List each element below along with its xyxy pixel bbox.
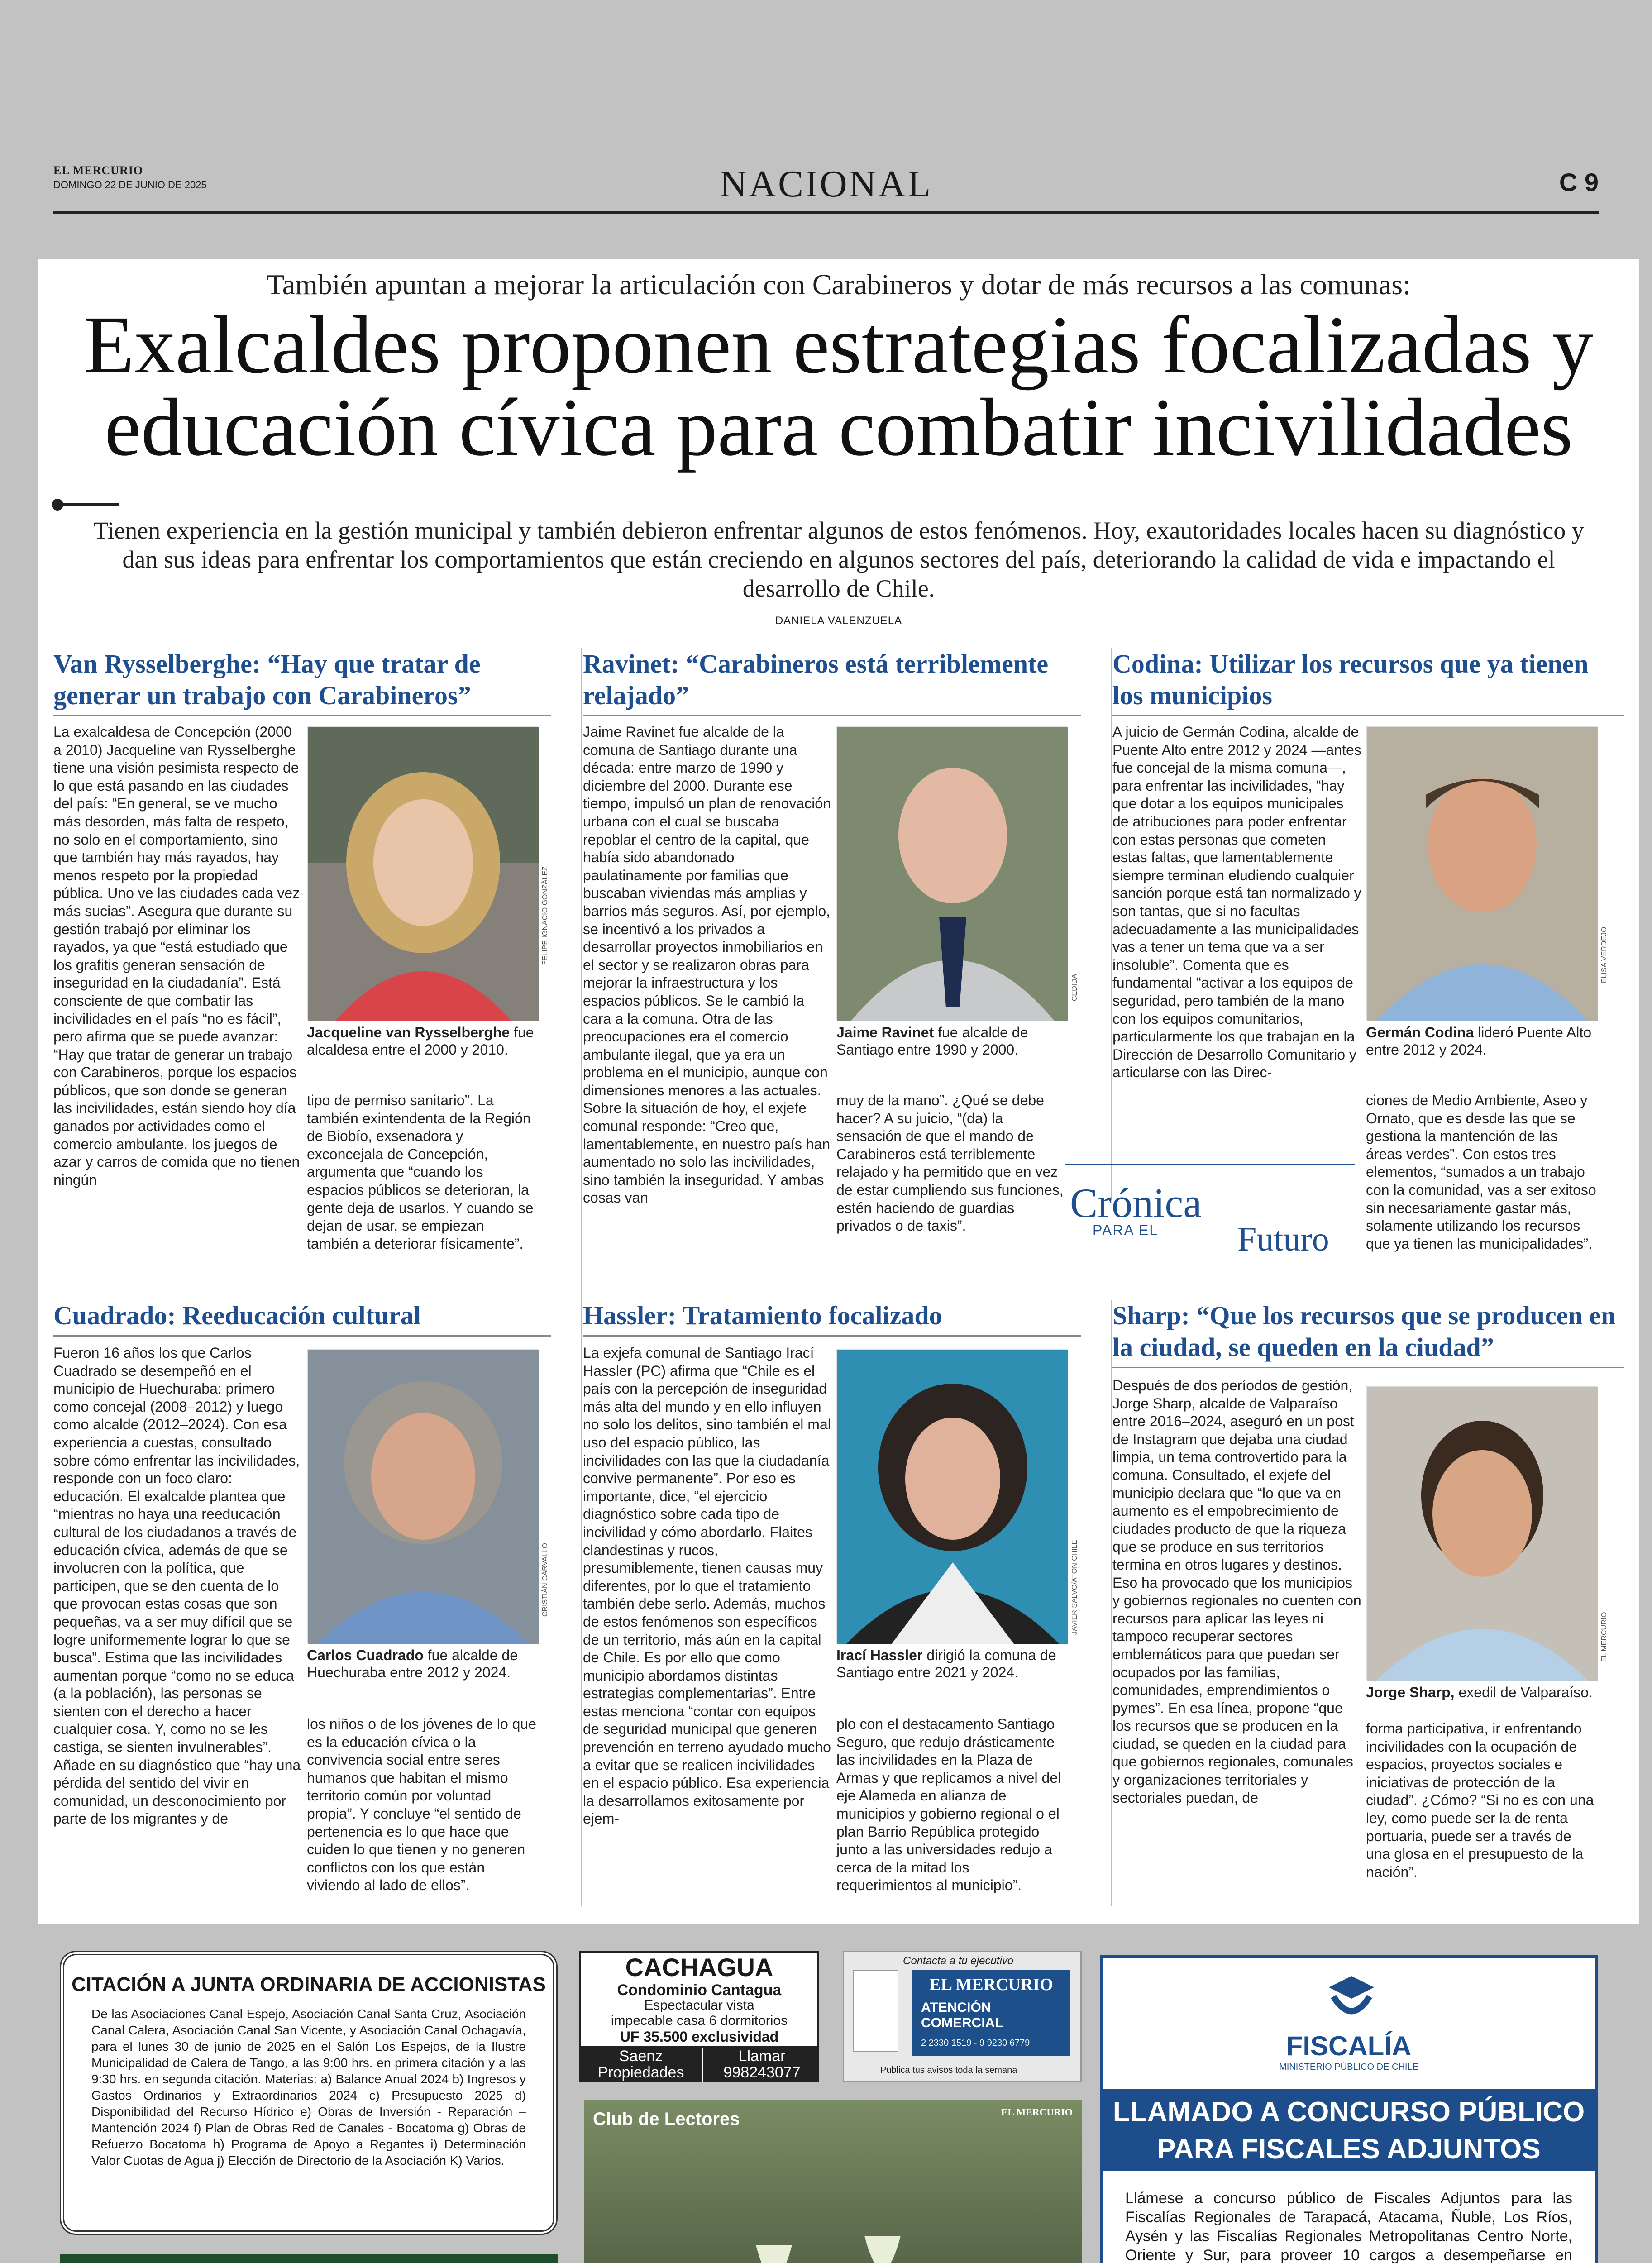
ad-citacion-accionistas <box>60 1951 558 2235</box>
section-body-b: tipo de permiso sanitario”. La también exintendenta de la Región de Biobío, exsenadora y exconcejala de Concepción, argumenta que “cuando los espacios públicos se deterioran, la gente deja de usarlos. Y cuando se dejan de usar, se empiezan también a deteriorar físicamente”. <box>307 1092 534 1252</box>
ad-line: impecable casa 6 dormitorios <box>611 2013 788 2028</box>
section-body-b: muy de la mano”. ¿Qué se debe hacer? A su juicio, “(da) la sensación de que el mando de Carabineros está terriblemente relajado y ha permitido que en vez de estar cumpliendo sus funciones, estén haciendo de guardias privados o de taxis”. <box>836 1092 1064 1234</box>
masthead <box>53 164 1599 214</box>
ad-line: Condominio Cantagua <box>617 1981 782 1999</box>
ad-line: 998243077 <box>702 2064 821 2082</box>
lead: Tienen experiencia en la gestión municipal y también debieron enfrentar algunos de estos fenómenos. Hoy, exautoridades locales hacen su diagnóstico y dan sus ideas para enfrentar los comportamientos que están creciendo en algunos sectores del país, deteriorando la calidad de vida e impactando el desarrollo de Chile. <box>93 517 1584 602</box>
ad-line: Llamar <box>702 2048 821 2065</box>
portrait-hassler <box>836 1349 1067 1643</box>
newspaper-icon <box>853 1970 898 2052</box>
ad-fiscalia-llamado <box>1100 1955 1598 2263</box>
cronica-word: Crónica <box>1070 1180 1202 1226</box>
caption-ravinet <box>836 1024 1067 1058</box>
section-title-ravinet: Ravinet: “Carabineros está terriblemente relajado” <box>583 648 1081 716</box>
ad-line: 2 2330 1519 - 9 9230 6779 <box>921 2038 1030 2048</box>
section-body-a: A juicio de Germán Codina, alcalde de Puente Alto entre 2012 y 2024 —antes fue concejal de la misma comuna—, para enfrentar las incivilidades, “hay que dotar a los equipos municipales de atribuciones para poder enfrentar con estas personas que cometen estas faltas, que lamentablemente siempre terminan eludiendo cualquier sanción porque está tan normalizado y son tantas, que si no facultas adecuadamente a las municipalidades vas a tener un tema que va a ser insoluble”. Comenta que es fundamental “activar a los equipos de seguridad, pero también de la mano con los equipos comunitarios, particularmente los que trabajan en la Dirección de Desarrollo Comunitario y articularse con las Direc- <box>1112 724 1361 1081</box>
ad-cachagua <box>579 1951 819 2082</box>
headline-line-2: educación cívica para combatir incivilidades <box>104 382 1573 473</box>
ad-line: UF 35.500 exclusividad <box>620 2029 779 2045</box>
caption-cuadrado <box>307 1647 538 1681</box>
caption-name: Jacqueline van Rysselberghe <box>307 1024 510 1041</box>
article <box>38 259 1639 1924</box>
caption-name: Jaime Ravinet <box>836 1024 934 1041</box>
caption-text: fue alcaldesa entre el 2000 y 2010. <box>307 1024 534 1058</box>
section-body-a: La exjefa comunal de Santiago Irací Hassler (PC) afirma que “Chile es el país con la percepción de inseguridad más alta del mundo y en ello influyen no solo los delitos, sino también el mal uso del espacio público, las incivilidades con las que la ciudadanía convive permanente”. Por eso es importante, dice, “el ejercicio diagnóstico sobre cada tipo de incivilidad y cómo abordarlo. Flaites clandestinas y rucos, presumiblemente, tienen causas muy diferentes, por lo que el tratamiento también debe serlo. Además, muchos de estos fenómenos son específicos de un territorio, más aún en la capital de Chile. Es por ello que como municipio abordamos distintas estrategias complementarias”. Entre estas menciona “contar con equipos de seguridad municipal que generen prevención en terreno ayudado mucho a evitar que se realicen incivilidades en el espacio público. Esa experiencia la desarrollamos exitosamente por ejem- <box>583 1345 831 1827</box>
ad-title: CACHAGUA <box>625 1953 773 1981</box>
ad-line: MINISTERIO PÚBLICO DE CHILE <box>1279 2062 1418 2072</box>
portrait-van-rysselberghe <box>307 726 538 1020</box>
photo-credit: CRISTIÁN CARVALLO <box>541 1542 549 1617</box>
caption-codina <box>1366 1024 1597 1058</box>
ad-line: Publica tus avisos toda la semana <box>880 2065 1017 2075</box>
section-title-sharp: Sharp: “Que los recursos que se producen en la ciudad, se queden en la ciudad” <box>1112 1300 1624 1368</box>
section-title-hassler: Hassler: Tratamiento focalizado <box>583 1300 1081 1337</box>
section-body-a: Fueron 16 años los que Carlos Cuadrado se desempeñó en el municipio de Huechuraba: primero como concejal (2008–2012) y luego como alcalde (2012–2024). Con esa experiencia a cuestas, consultado sobre cómo enfrentar las incivilidades, responde con un foco claro: educación. El exalcalde plantea que “mientras no haya una reeducación cultural de los ciudadanos a través de educación cívica, además de que se involucren con la política, que participen, que se den cuenta de lo que provocan estas cosas que son pequeñas, va a ser muy difícil que se logre uniformemente lograr lo que se busca”. Estima que las incivilidades aumentan porque “como no se educa (a la población), las personas se sienten con el derecho a hacer cualquier cosa. Y, como no se les castiga, se sienten invulnerables”. Añade en su diagnóstico que “hay una pérdida del sentido del vivir en comunidad, un desconocimiento por parte de los migrantes y de <box>53 1345 301 1827</box>
photo-credit: JAVIER SALVO/ATON CHILE <box>1071 1539 1079 1635</box>
portrait-cuadrado <box>307 1349 538 1643</box>
ad-line: Saenz <box>619 2048 663 2065</box>
caption-name: Carlos Cuadrado <box>307 1647 424 1663</box>
caption-text: fue alcalde de Huechuraba entre 2012 y 2024. <box>307 1647 518 1681</box>
photo-credit: CEDIDA <box>1071 974 1079 1001</box>
ad-banner: LLAMADO A CONCURSO PÚBLICO PARA FISCALES ADJUNTOS <box>1103 2089 1595 2171</box>
caption-sharp <box>1366 1684 1597 1701</box>
column-rule <box>1111 648 1112 1200</box>
section-body-b: los niños o de los jóvenes de lo que es la educación cívica o la convivencia social entre seres humanos que habitan el mismo territorio común por voluntad propia”. Y concluye “el sentido de pertenencia es lo que hace que cuiden lo que tienen y no generen conflictos con los que están viviendo al lado de ellos”. <box>307 1716 537 1894</box>
decor-rule <box>56 503 119 506</box>
section-body-a: Jaime Ravinet fue alcalde de la comuna de Santiago durante una década: entre marzo de 1990 y diciembre del 2000. Durante ese tiempo, impulsó un plan de renovación urbana con el cual se buscaba repoblar el centro de la capital, que había sido abandonado paulatinamente por familias que buscaban viviendas más amplias y barrios más seguros. Así, por ejemplo, se incentivó a los privados a desarrollar proyectos inmobiliarios en el sector y se realizaron obras para mejorar la infraestructura y los espacios públicos. Se le cambió la cara a la comuna. Otra de las preocupaciones era el comercio ambulante ilegal, que ya era un problema en el municipio, aunque con dimensiones menores a las actuales. Sobre la situación de hoy, el exjefe comunal responde: “Creo que, lamentablemente, en nuestro país han aumentado no solo las incivilidades, sino también la inseguridad. Y ambas cosas van <box>583 724 831 1206</box>
ad-line: EL MERCURIO <box>929 1975 1053 1994</box>
ad-text: Llámese a concurso público de Fiscales Adjuntos para las Fiscalías Regionales de Tarapacá, Atacama, Ñuble, Los Ríos, Aysén y las Fiscalías Regionales Metropolitanas Centro Norte, Oriente y Sur, para proveer 10 cargos a desempeñarse en <box>1125 2190 1572 2263</box>
ad-line: Contacta a tu ejecutivo <box>903 1955 1014 1967</box>
portrait-ravinet <box>836 726 1067 1020</box>
column-rule <box>581 648 582 1906</box>
column-rule <box>1111 1300 1112 1906</box>
section-title-cuadrado: Cuadrado: Reeducación cultural <box>53 1300 551 1337</box>
page-number: C 9 <box>1559 168 1599 196</box>
headline <box>56 300 1621 473</box>
headline-line-1: Exalcaldes proponen estrategias focalizadas y <box>84 300 1594 391</box>
caption-name: Irací Hassler <box>836 1647 923 1663</box>
kicker: También apuntan a mejorar la articulación con Carabineros y dotar de más recursos a las comunas: <box>267 268 1411 301</box>
ad-brand: Club de Lectores <box>593 2109 740 2129</box>
ad-line: EL MERCURIO <box>1001 2106 1073 2118</box>
ad-title: CITACIÓN A JUNTA ORDINARIA DE ACCIONISTAS <box>72 1973 546 1996</box>
section-title: NACIONAL <box>719 163 933 205</box>
caption-text: lideró Puente Alto entre 2012 y 2024. <box>1366 1024 1591 1058</box>
ad-box <box>912 1970 1070 2056</box>
caption-hassler <box>836 1647 1067 1681</box>
ad-contacta-ejecutivo <box>843 1951 1082 2082</box>
photo-credit: EL MERCURIO <box>1600 1612 1608 1662</box>
photo-credit: ELISA VERDEJO <box>1600 926 1608 983</box>
caption-name: Jorge Sharp, <box>1366 1684 1455 1700</box>
fiscalia-logo-icon <box>1324 1972 1379 2026</box>
section-title-van-rysselberghe: Van Rysselberghe: “Hay que tratar de generar un trabajo con Carabineros” <box>53 648 551 716</box>
caption-van-rysselberghe <box>307 1024 538 1058</box>
caption-text: fue alcalde de Santiago entre 1990 y 2000. <box>836 1024 1028 1058</box>
ad-finhabit <box>60 2254 558 2263</box>
ad-line: Espectacular vista <box>644 1998 754 2013</box>
portrait-sharp <box>1366 1386 1597 1680</box>
date: DOMINGO 22 DE JUNIO DE 2025 <box>53 179 207 191</box>
cronica-logo <box>1065 1164 1355 1264</box>
ad-text: De las Asociaciones Canal Espejo, Asociación Canal Santa Cruz, Asociación Canal Calera, Asociación Canal San Vicente, y Asociación Canal Ochagavía, para el lunes 30 de junio de 2025 en el Salón Los Espejos, de la Ilustre Municipalidad de Calera de Tango, a las 9:00 hrs. en primera citación y a las 9:30 hrs. en segunda citación. Materias: a) Balance Anual 2024 b) Ingresos y Gastos Ordinarios y Extraordinarios 2024 c) Presupuesto 2025 d) Disponibilidad del Recurso Hídrico e) Obras de Inversión - Reparación – Mantención 2024 f) Plan de Obras Red de Canales - Bocatoma g) Obras de Refuerzo Bocatoma h) Programa de Apoyo a Regantes i) Determinación Valor Cuotas de Agua j) Elección de Directorio de la Asociación K) Varios. <box>91 2007 526 2168</box>
ad-title: FISCALÍA <box>1286 2031 1412 2061</box>
caption-name: Germán Codina <box>1366 1024 1474 1041</box>
section-body-b: plo con el destacamento Santiago Seguro, que redujo drásticamente las incivilidades en la Plaza de Armas y que replicamos a nivel del eje Alameda en alianza de municipios y gobierno regional o el plan Barrio República protegido junto a las universidades redujo a cerca de la mitad los requerimientos al municipio”. <box>836 1716 1061 1894</box>
section-body-b: forma participativa, ir enfrentando incivilidades con la ocupación de espacios, proyectos sociales e iniciativas de protección de la ciudad”. ¿Cómo? “Si no es con una ley, como puede ser la de renta portuaria, puede ser a través de una glosa en el presupuesto de la nación”. <box>1366 1720 1594 1880</box>
ad-contact <box>581 2046 817 2082</box>
paper-name: EL MERCURIO <box>53 164 143 177</box>
section-title-codina: Codina: Utilizar los recursos que ya tienen los municipios <box>1112 648 1624 716</box>
cronica-para-el: PARA EL <box>1093 1222 1159 1238</box>
section-body-a: La exalcaldesa de Concepción (2000 a 2010) Jacqueline van Rysselberghe tiene una visión pesimista respecto de lo que está pasando en las ciudades del país: “En general, se ve mucho más desorden, más falta de respeto, no solo en el comportamiento, sino que también hay más rayados, hay menos respeto por la propiedad pública. Uno ve las ciudades cada vez más sucias”. Asegura que durante su gestión trabajó por eliminar los rayados, ya que “está estudiado que los grafitis generan sensación de inseguridad en la ciudadanía”. Está consciente de que combatir las incivilidades en el país “no es fácil”, pero afirma que se puede avanzar: “Hay que tratar de generar un trabajo con Carabineros, porque los espacios públicos, que son donde se generan las incivilidades, están siendo hoy día ganados por actividades como el comercio ambulante, los juegos de azar y carros de comida que no tienen ningún <box>53 724 300 1188</box>
ad-line: ATENCIÓN COMERCIAL <box>921 2000 1003 2030</box>
section-body-b: ciones de Medio Ambiente, Aseo y Ornato, que es desde las que se gestiona la mantención de las áreas verdes”. Con estos tres elementos, “sumados a un trabajo con la comunidad, vas a ser exitoso sin necesariamente gastar más, solamente utilizando los recursos que ya tienen las municipalidades”. <box>1366 1092 1596 1252</box>
portrait-codina <box>1366 726 1597 1020</box>
caption-text: dirigió la comuna de Santiago entre 2021 y 2024. <box>836 1647 1056 1681</box>
ad-line: Propiedades <box>597 2064 684 2081</box>
cronica-futuro: Futuro <box>1237 1220 1329 1258</box>
byline: DANIELA VALENZUELA <box>775 615 902 627</box>
section-body-a: Después de dos períodos de gestión, Jorge Sharp, alcalde de Valparaíso entre 2016–2024, aseguró en un post de Instagram que dejaba una ciudad limpia, un tema controvertido para la comuna. Consultado, el exjefe del municipio declara que “lo que va en aumento es el empobrecimiento de ciudades producto de que la riqueza que se produce en sus territorios termina en otros lugares y destinos. Eso ha provocado que los municipios y gobiernos regionales no cuenten con recursos para aplicar las leyes ni tampoco recuperar sectores emblemáticos para que puedan ser ocupados por las familias, comunidades, emprendimientos o pymes”. En esa línea, propone “que los recursos que se producen en la ciudad, se queden en la ciudad para que gobiernos regionales, comunales y organizaciones territoriales y sectoriales puedan, de <box>1112 1377 1361 1806</box>
caption-text: exedil de Valparaíso. <box>1458 1684 1593 1700</box>
photo-credit: FELIPE IGNACIO GONZÁLEZ <box>541 866 549 965</box>
ad-club-lectores <box>584 2100 1082 2263</box>
